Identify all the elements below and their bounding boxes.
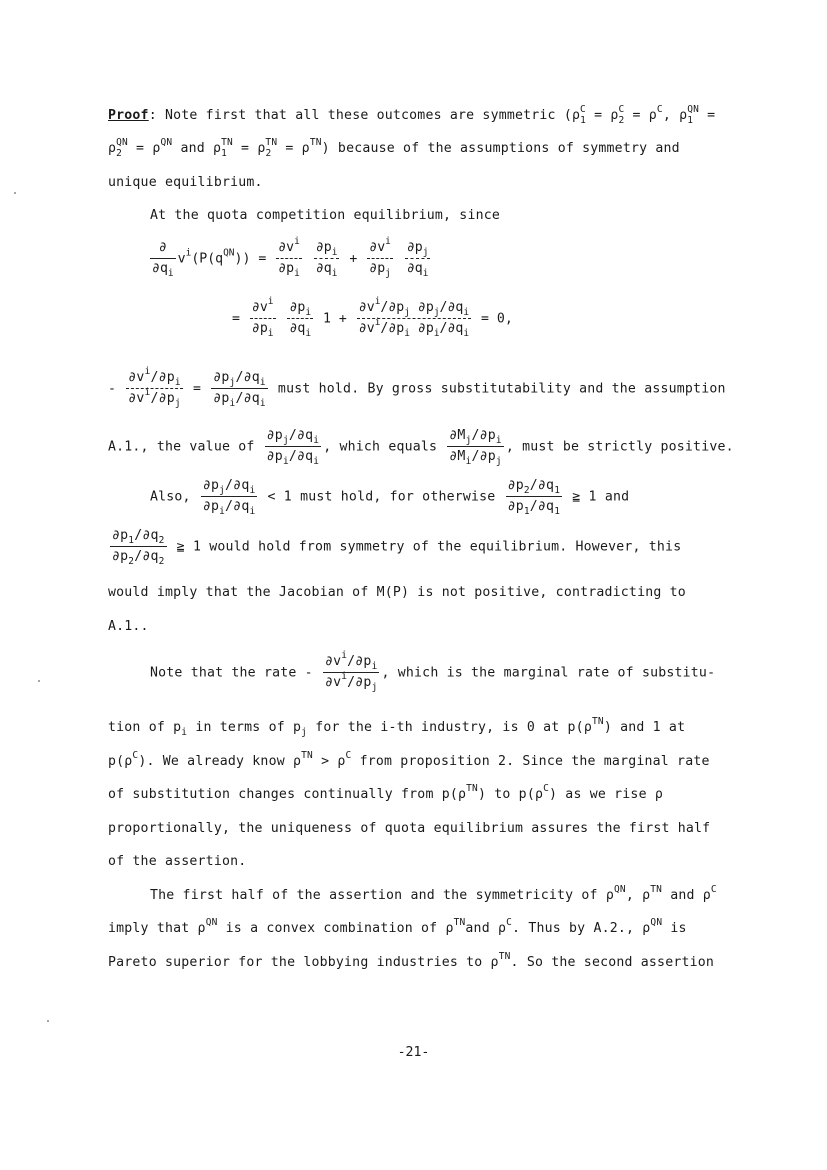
line-10: $\frac{\partial p_1/\partial q_2}{\partial p_2/\partial q_2}$ ≧ 1 would hold from symmetry of the equilibrium. However, this xyxy=(112,528,682,567)
line-4: At the quota competition equilibrium, since xyxy=(150,208,501,223)
line-11: would imply that the Jacobian of M(P) is not positive, contradicting to xyxy=(108,585,686,600)
line-15: $p(\rho^C)$. We already know $\rho^{TN} > \rho^C$ from proposition 2. Since the marginal rate xyxy=(108,750,710,769)
line-7: - $\frac{\partial v^i/\partial p_i}{\partial v^i/\partial p_j}$ = $\frac{\partial p_j/\partial q_i}{\partial p_i/\partial q_i}$ must hold. By gross substitutability and the assumption xyxy=(108,366,726,409)
proof-label: Proof xyxy=(108,108,149,123)
line-1: Proof: Note first that all these outcomes are symmetric ($\rho_1^C = \rho_2^C = \rho^C$, $\rho_1^{QN}$ = xyxy=(108,104,716,126)
scan-speck xyxy=(38,680,40,682)
line-8: A.1., the value of $\frac{\partial p_j/\partial q_i}{\partial p_i/\partial q_i}$ , which equals $\frac{\partial M_j/\partial p_i}{\partial M_i/\partial p_j}$ , must be strictly positive. xyxy=(108,428,734,467)
line-12: A.1.. xyxy=(108,619,149,634)
line-2: $\rho_2^{QN} = \rho^{QN}$ and $\rho_1^{TN} = \rho_2^{TN} = \rho^{TN}$) because of the assumptions of symmetry and xyxy=(108,137,680,159)
equation-2: = $\frac{\partial v^i}{\partial p_i}$ $\frac{\partial p_i}{\partial q_i}$ 1 + $\frac{\partial v^i/\partial p_j \partial p_j/\partial q_i}{\partial v^i/\partial p_i \partial p_i/\partial q_i}$ = 0, xyxy=(232,296,513,339)
scan-speck xyxy=(47,1020,49,1022)
line-21: Pareto superior for the lobbying industries to $\rho^{TN}$. So the second assertion xyxy=(108,951,715,970)
page-number: -21- xyxy=(397,1045,430,1060)
line-19: The first half of the assertion and the symmetricity of $\rho^{QN}$, $\rho^{TN}$ and $\rho^C$ xyxy=(150,884,717,903)
line-18: of the assertion. xyxy=(108,854,247,869)
line-14: tion of $p_i$ in terms of $p_j$ for the i-th industry, is 0 at $p(\rho^{TN})$ and 1 at xyxy=(108,716,686,738)
line-3: unique equilibrium. xyxy=(108,175,263,190)
line-13: Note that the rate - $\frac{\partial v^i/\partial p_i}{\partial v^i/\partial p_j}$ , which is the marginal rate of substitu- xyxy=(150,650,716,693)
line-20: imply that $\rho^{QN}$ is a convex combination of $\rho^{TN}and$ $\rho^C$. Thus by A.2., $\rho^{QN}$ is xyxy=(108,917,687,936)
line-17: proportionally, the uniqueness of quota equilibrium assures the first half xyxy=(108,821,711,836)
equation-1: $\frac{\partial}{\partial q_i}$ $v^i(P(q^{QN}))$ = $\frac{\partial v^i}{\partial p_i}$ $\frac{\partial p_i}{\partial q_i}$ + $\frac{\partial v^i}{\partial p_j}$ $\frac{\partial p_j}{\partial q_i}$ xyxy=(152,236,429,279)
line-9: Also, $\frac{\partial p_j/\partial q_i}{\partial p_i/\partial q_i}$ < 1 must hold, for otherwise $\frac{\partial p_2/\partial q_1}{\partial p_1/\partial q_1}$ ≧ 1 and xyxy=(150,478,630,517)
scan-speck xyxy=(14,192,16,194)
line-16: of substitution changes continually from $p(\rho^{TN})$ to $p(\rho^C)$ as we rise ρ xyxy=(108,783,663,802)
